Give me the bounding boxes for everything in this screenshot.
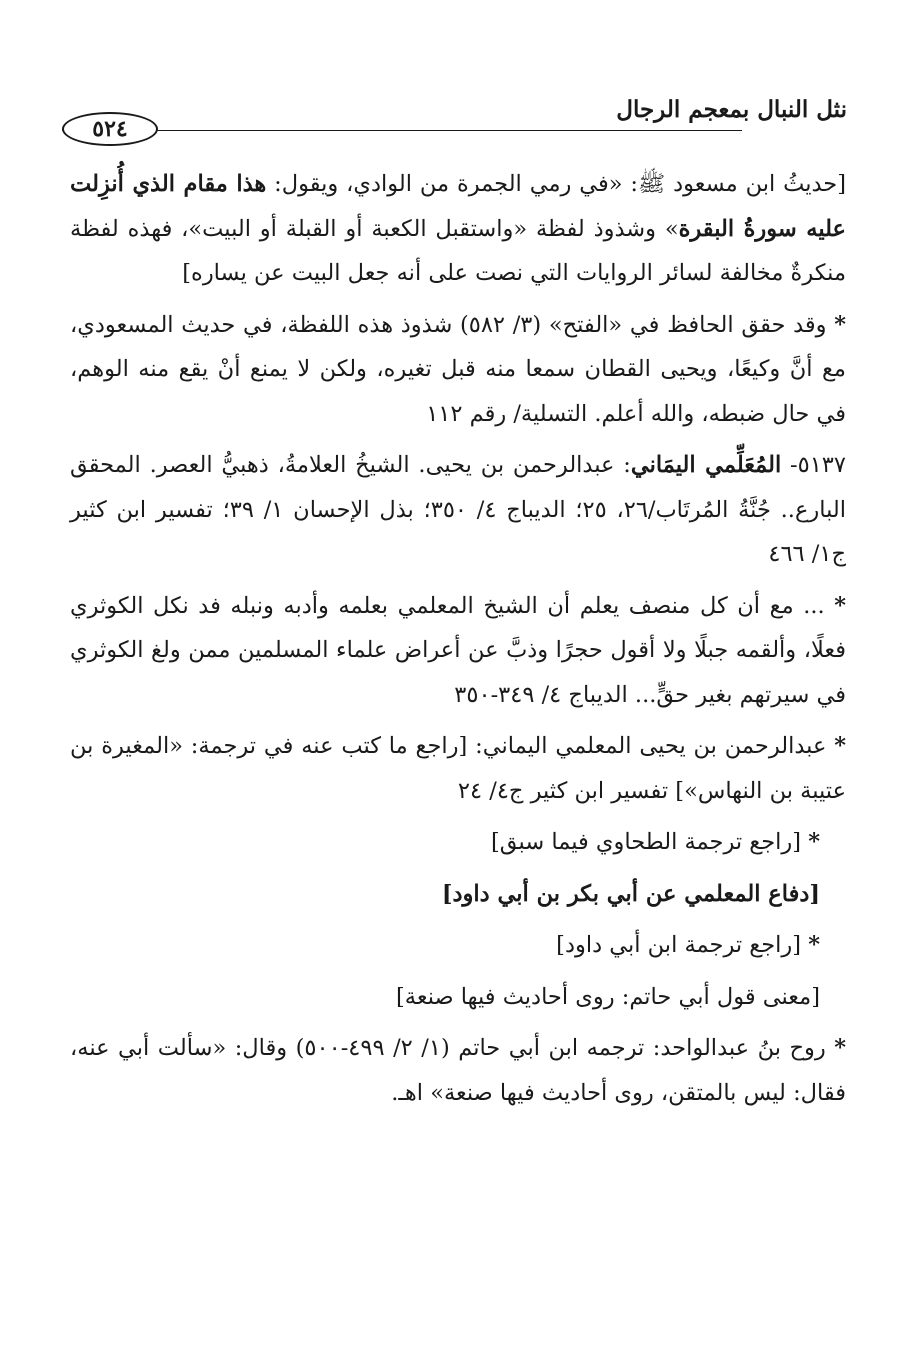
paragraph-4-text: ... مع أن كل منصف يعلم أن الشيخ المعلمي بعلمه وأدبه ونبله فد نكل الكوثري فعلًا، وألقمه جبلًا ولا أقول حجرًا وذبَّ عن أعراض علماء المسلمين ممن ولغ الكوثري في سيرتهم بغير حقٍّ... الديباج ٤/ ٣٤٩-٣٥٠ [70,592,846,708]
star-marker: * [808,932,820,958]
header-rule [62,130,742,131]
paragraph-2-text: وقد حقق الحافظ في «الفتح» (٣/ ٥٨٢) شذوذ هذه اللفظة، في حديث المسعودي، مع أنَّ وكيعًا، ويحيى القطان سمعا منه قبل تغيره، ولكن لا يمنع أنْ يقع منه الوهم، في حال ضبطه، والله أعلم. التسلية/ رقم ١١٢ [70,311,846,427]
star-marker: * [834,1035,847,1061]
paragraph-10-text: روح بنُ عبدالواحد: ترجمه ابن أبي حاتم (١/ ٢/ ٤٩٩-٥٠٠) وقال: «سألت أبي عنه، فقال: ليس بالمتقن، روى أحاديث فيها صنعة» اهـ. [70,1035,846,1106]
paragraph-5 [70,724,846,813]
paragraph-2 [70,303,846,437]
page-body [70,162,846,1122]
page-number: ٥٢٤ [62,112,158,146]
star-marker: * [808,829,820,855]
entry-number: ٥١٣٧- [781,452,846,478]
entry-name: المُعَلِّمي اليمَاني [630,452,782,478]
paragraph-5-text: عبدالرحمن بن يحيى المعلمي اليماني: [راجع ما كتب عنه في ترجمة: «المغيرة بن عتيبة بن النهاس»] تفسير ابن كثير ج٤/ ٢٤ [70,733,846,804]
star-marker: * [834,733,846,759]
paragraph-6-text: [راجع ترجمة الطحاوي فيما سبق] [491,829,802,855]
page-header [62,92,847,142]
paragraph-4 [70,584,846,718]
star-marker: * [834,311,846,338]
entry-text: : عبدالرحمن بن يحيى. الشيخُ العلامةُ، ذهبيُّ العصر. المحقق البارع.. جُنَّةُ المُرتَاب/٢٦، ٢٥؛ الديباج ٤/ ٣٥٠؛ بذل الإحسان ١/ ٣٩؛ تفسير ابن كثير ج١/ ٤٦٦ [70,452,846,567]
paragraph-1 [70,162,846,296]
paragraph-9: [معنى قول أبي حاتم: روى أحاديث فيها صنعة] [396,983,820,1010]
paragraph-8 [70,923,846,968]
entry-5137 [70,443,846,577]
paragraph-10 [70,1026,846,1115]
paragraph-1-bold-quote: هذا مقام الذي أُنزِلت عليه سورةُ البقرة [70,171,846,242]
paragraph-1-text-c: » وشذوذ لفظة «واستقبل الكعبة أو القبلة أو البيت»، فهذه لفظة منكرةٌ مخالفة لسائر الروايات التي نصت على أنه جعل البيت عن يساره] [70,215,846,286]
paragraph-8-text: [راجع ترجمة ابن أبي داود] [556,932,802,958]
paragraph-6 [70,820,846,865]
star-marker: * [834,592,846,619]
paragraph-1-text-a: [حديثُ ابن مسعود ﷺ: «في رمي الجمرة من الوادي، ويقول: [266,171,846,197]
running-title: نثل النبال بمعجم الرجال [616,96,847,123]
section-heading: [دفاع المعلمي عن أبي بكر بن أبي داود] [441,880,820,907]
